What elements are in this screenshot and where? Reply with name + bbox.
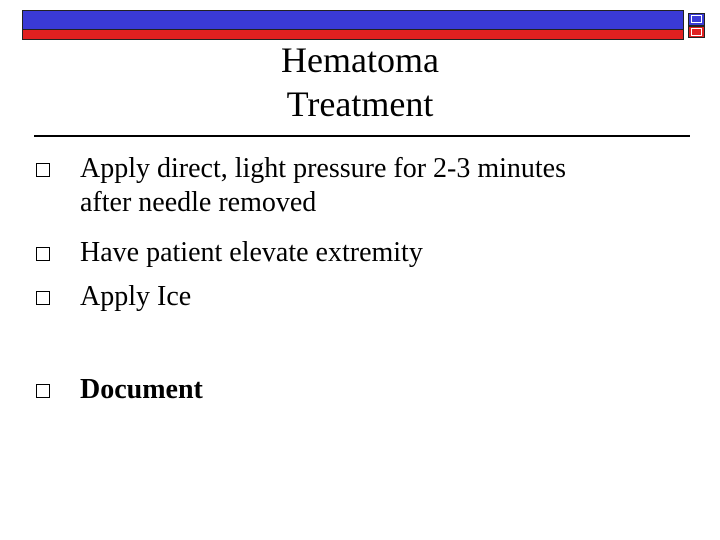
slide-title: [0, 38, 720, 126]
bullet-square-icon: [36, 163, 50, 177]
bullet-item-2: Have patient elevate extremity: [80, 237, 423, 268]
bullet-item-1-line-1: Apply direct, light pressure for 2-3 minutes: [80, 153, 567, 184]
slide-title-line-1: Hematoma: [281, 40, 439, 80]
bullet-item-3: Apply Ice: [80, 281, 192, 312]
title-divider: [34, 135, 690, 137]
header-corner-inner-outline-lower: [691, 28, 702, 36]
bullet-square-icon: [36, 384, 50, 398]
header-blue-bar: [22, 10, 684, 30]
header-decoration: [22, 10, 708, 40]
bullet-square-icon: [36, 291, 50, 305]
bullet-item-4: Document: [80, 374, 203, 405]
bullet-item-1-line-2: after needle removed: [80, 187, 317, 218]
bullet-square-icon: [36, 247, 50, 261]
bullet-item-1: [80, 152, 680, 220]
slide-title-line-2: Treatment: [286, 84, 434, 124]
header-corner-inner-outline: [691, 15, 702, 23]
